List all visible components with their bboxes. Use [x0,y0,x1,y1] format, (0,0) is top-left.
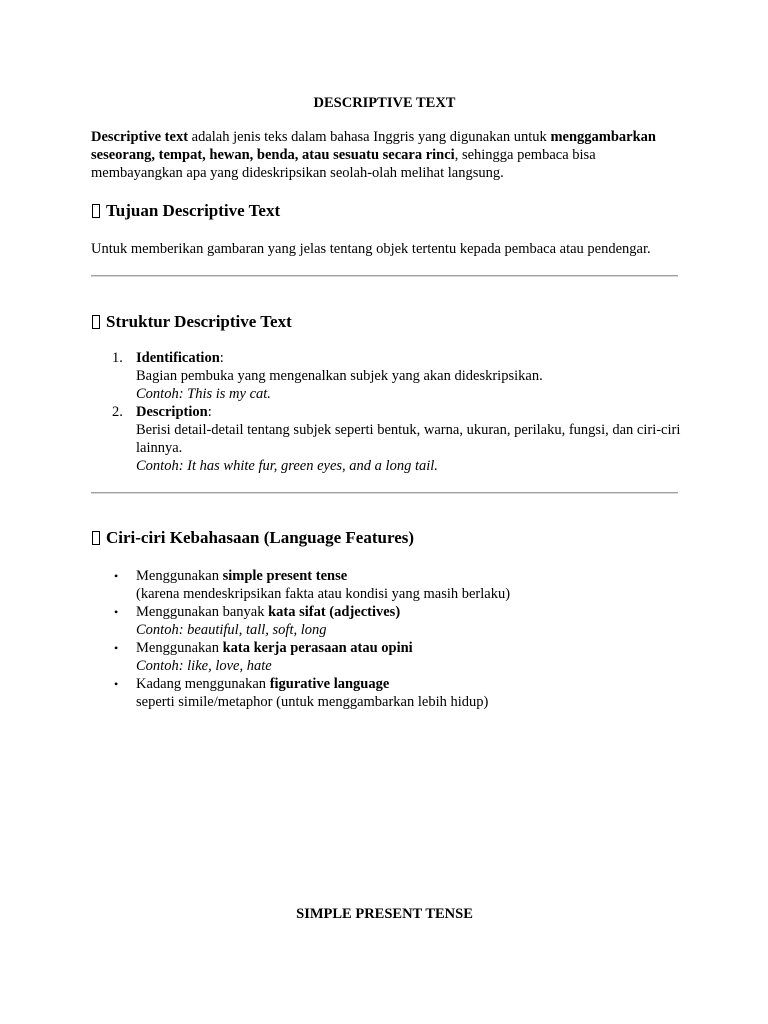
ciri-sub: (karena mendeskripsikan fakta atau kondisi yang masih berlaku) [136,586,511,602]
horizontal-rule [91,275,678,277]
ciri-sub: Contoh: like, love, hate [136,658,272,674]
struktur-term: Identification [136,350,220,366]
ciri-bold: kata kerja perasaan atau opini [222,640,413,656]
ciri-lead: Menggunakan [136,640,223,656]
struktur-example: Contoh: This is my cat. [136,386,271,402]
struktur-desc: Bagian pembuka yang mengenalkan subjek yang akan dideskripsikan. [136,368,543,384]
ciri-bold: simple present tense [222,568,348,584]
ciri-bold: figurative language [269,676,390,692]
struktur-list [91,349,681,475]
tujuan-heading-text: Tujuan Descriptive Text [106,201,281,220]
list-item [91,639,681,675]
ciri-sub: seperti simile/metaphor (untuk menggambarkan lebih hidup) [136,694,489,710]
ciri-bold: kata sifat (adjectives) [268,604,401,620]
ciri-lead: Menggunakan banyak [136,604,269,620]
horizontal-rule [91,492,678,494]
struktur-heading [91,311,678,333]
bullet-icon: • [114,677,119,691]
list-item [91,675,681,711]
struktur-term: Description [136,404,208,420]
ciri-heading [91,527,678,549]
missing-glyph-icon [92,204,100,218]
struktur-desc: Berisi detail-detail tentang subjek seperti bentuk, warna, ukuran, perilaku, fungsi, dan ciri-ciri lainnya. [136,422,681,456]
missing-glyph-icon [92,315,100,329]
list-item [91,403,681,475]
bullet-icon: • [114,641,119,655]
bullet-icon: • [114,605,119,619]
term-colon: : [207,404,212,420]
intro-bold-phrase: menggambarkan seseorang, tempat, hewan, benda, atau sesuatu secara rinci [91,129,656,163]
ciri-lead: Kadang menggunakan [136,676,270,692]
missing-glyph-icon [92,531,100,545]
next-section-title: SIMPLE PRESENT TENSE [296,906,473,922]
tujuan-heading [91,200,678,222]
intro-paragraph [91,128,681,182]
ciri-list [91,567,681,711]
document-title: DESCRIPTIVE TEXT [313,95,456,111]
struktur-example: Contoh: It has white fur, green eyes, and a long tail. [136,458,438,474]
list-number: 1. [112,350,123,366]
list-number: 2. [112,404,123,420]
tujuan-paragraph: Untuk memberikan gambaran yang jelas tentang objek tertentu kepada pembaca atau pendengar. [91,241,651,257]
list-item [91,349,681,403]
list-item [91,567,681,603]
intro-text-1: adalah jenis teks dalam bahasa Inggris yang digunakan untuk [188,129,551,145]
ciri-sub: Contoh: beautiful, tall, soft, long [136,622,327,638]
intro-text-3: , sehingga pembaca bisa membayangkan apa yang dideskripsikan seolah-olah melihat langsung. [91,147,596,181]
ciri-lead: Menggunakan [136,568,223,584]
intro-term: Descriptive text [91,129,189,145]
struktur-heading-text: Struktur Descriptive Text [106,312,292,331]
bullet-icon: • [114,569,119,583]
list-item [91,603,681,639]
ciri-heading-text: Ciri-ciri Kebahasaan (Language Features) [106,528,415,547]
term-colon: : [219,350,224,366]
